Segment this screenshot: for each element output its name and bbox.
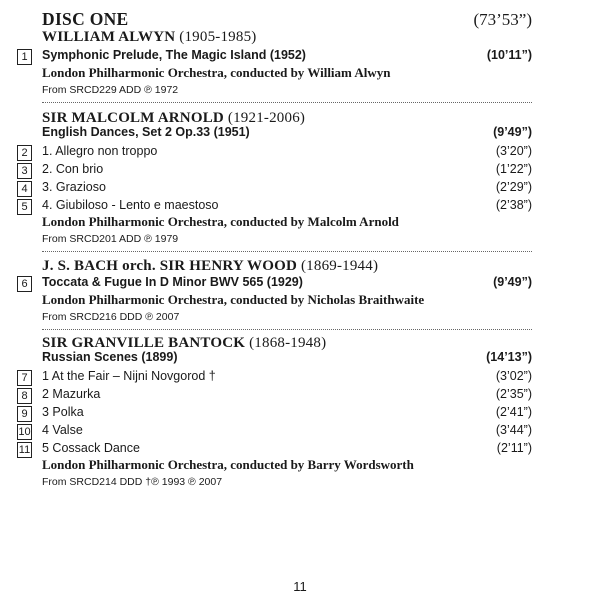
track-number: 4: [17, 181, 32, 197]
track-number: 11: [18, 444, 31, 456]
track-number: 8: [17, 388, 32, 404]
work-title: English Dances, Set 2 Op.33 (1951): [42, 125, 250, 139]
composer-heading: [42, 29, 256, 46]
track-number: 7: [17, 370, 32, 386]
composer-dates: (1869-1944): [300, 258, 379, 274]
track-number: 3: [17, 163, 32, 179]
track-title: 5 Cossack Dance: [42, 441, 140, 455]
track-row: [0, 162, 600, 180]
performer-line: London Philharmonic Orchestra, conducted by Barry Wordsworth: [42, 457, 414, 472]
track-row: [0, 180, 600, 198]
composer-dates: (1905-1985): [179, 29, 257, 45]
composer-dates: (1868-1948): [249, 335, 327, 351]
track-title: 4. Giubiloso - Lento e maestoso: [42, 198, 219, 212]
track-title: 3 Polka: [42, 405, 84, 419]
track-title: Symphonic Prelude, The Magic Island (1952): [42, 48, 306, 62]
work-row: [0, 350, 600, 368]
composer-name: SIR GRANVILLE BANTOCK: [42, 335, 246, 351]
track-title: 1 At the Fair – Nijni Novgorod †: [42, 369, 216, 383]
work-row: [0, 125, 600, 143]
performer-line: London Philharmonic Orchestra, conducted by Malcolm Arnold: [42, 214, 399, 229]
track-number: 6: [17, 276, 32, 292]
track-duration: (1’22”): [495, 162, 532, 176]
track-row: [0, 275, 600, 293]
section-divider: [42, 102, 532, 103]
performer-line: London Philharmonic Orchestra, conducted by William Alwyn: [42, 65, 391, 80]
track-duration: (3’20”): [495, 144, 532, 158]
track-number: 5: [17, 199, 32, 215]
track-number: 9: [17, 406, 32, 422]
track-title: Toccata & Fugue In D Minor BWV 565 (1929): [42, 275, 303, 289]
track-duration: (2’38”): [495, 198, 532, 212]
track-title: 1. Allegro non troppo: [42, 144, 158, 158]
source-line: From SRCD216 DDD ℗ 2007: [42, 311, 180, 323]
track-number: 10: [18, 426, 31, 438]
composer-heading: [42, 258, 378, 275]
track-duration: (3’02”): [495, 369, 532, 383]
track-number: 1: [17, 49, 32, 65]
composer-name: J. S. BACH orch. SIR HENRY WOOD: [42, 258, 298, 274]
disc-total-time: (73’53”): [473, 10, 532, 29]
track-duration: (2’41”): [495, 405, 532, 419]
composer-dates: (1921-2006): [227, 110, 306, 126]
work-title: Russian Scenes (1899): [42, 350, 178, 364]
track-row: [0, 144, 600, 162]
track-duration: (2’29”): [495, 180, 532, 194]
source-line: From SRCD214 DDD †℗ 1993 ℗ 2007: [42, 476, 223, 488]
source-line: From SRCD229 ADD ℗ 1972: [42, 84, 179, 96]
track-duration: (3’44”): [495, 423, 532, 437]
section-divider: [42, 329, 532, 330]
composer-name: SIR MALCOLM ARNOLD: [42, 110, 224, 126]
work-duration: (9’49”): [493, 125, 532, 139]
track-row: [0, 48, 600, 66]
track-title: 4 Valse: [42, 423, 83, 437]
track-duration: (9’49”): [493, 275, 532, 289]
source-line: From SRCD201 ADD ℗ 1979: [42, 233, 179, 245]
track-row: [0, 423, 600, 441]
track-duration: (2’35”): [495, 387, 532, 401]
track-duration: (2’11”): [496, 441, 532, 455]
performer-line: London Philharmonic Orchestra, conducted by Nicholas Braithwaite: [42, 292, 425, 307]
track-duration: (10’11”): [486, 48, 532, 62]
composer-name: WILLIAM ALWYN: [42, 29, 176, 45]
track-title: 2. Con brio: [42, 162, 104, 176]
disc-title: DISC ONE: [42, 9, 129, 29]
section-divider: [42, 251, 532, 252]
track-row: [0, 369, 600, 387]
work-duration: (14’13”): [486, 350, 532, 364]
track-title: 2 Mazurka: [42, 387, 101, 401]
track-row: [0, 405, 600, 423]
track-number: 2: [17, 145, 32, 161]
page-number: 11: [293, 579, 307, 594]
track-row: [0, 387, 600, 405]
disc-header: [42, 9, 532, 30]
track-title: 3. Grazioso: [42, 180, 106, 194]
